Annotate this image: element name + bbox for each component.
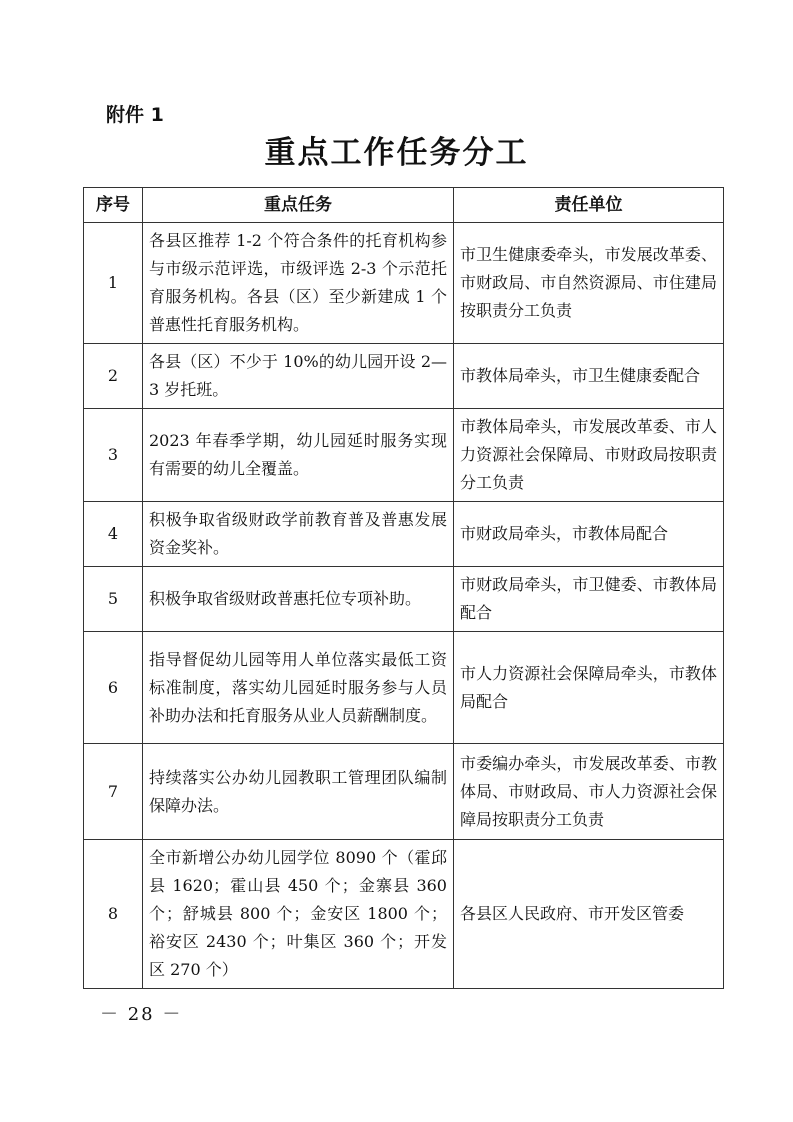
responsible-unit-cell: 市财政局牵头，市卫健委、市教体局配合 (454, 567, 724, 632)
responsible-unit-cell: 市卫生健康委牵头，市发展改革委、市财政局、市自然资源局、市住建局按职责分工负责 (454, 223, 724, 344)
responsible-unit-cell: 市人力资源社会保障局牵头，市教体局配合 (454, 632, 724, 744)
column-header-no: 序号 (84, 188, 143, 223)
responsible-unit-cell: 市教体局牵头，市卫生健康委配合 (454, 344, 724, 409)
task-cell: 2023 年春季学期，幼儿园延时服务实现有需要的幼儿全覆盖。 (143, 409, 454, 502)
row-number: 5 (84, 567, 143, 632)
responsible-unit-cell: 各县区人民政府、市开发区管委 (454, 840, 724, 989)
task-cell: 持续落实公办幼儿园教职工管理团队编制保障办法。 (143, 744, 454, 840)
page-number: － 28 － (100, 1004, 183, 1025)
row-number: 8 (84, 840, 143, 989)
responsible-unit-cell: 市教体局牵头，市发展改革委、市人力资源社会保障局、市财政局按职责分工负责 (454, 409, 724, 502)
row-number: 7 (84, 744, 143, 840)
table-row (84, 840, 724, 989)
row-number: 1 (84, 223, 143, 344)
table-row (84, 344, 724, 409)
task-cell: 全市新增公办幼儿园学位 8090 个（霍邱县 1620；霍山县 450 个；金寨县 360 个；舒城县 800 个；金安区 1800 个；裕安区 2430 个；叶集区 360 个；开发区 270 个） (143, 840, 454, 989)
responsible-unit-cell: 市委编办牵头，市发展改革委、市教体局、市财政局、市人力资源社会保障局按职责分工负责 (454, 744, 724, 840)
column-header-task: 重点任务 (143, 188, 454, 223)
attachment-label: 附件 1 (106, 104, 164, 126)
task-cell: 各县（区）不少于 10%的幼儿园开设 2—3 岁托班。 (143, 344, 454, 409)
task-cell: 积极争取省级财政普惠托位专项补助。 (143, 567, 454, 632)
page-title: 重点工作任务分工 (264, 135, 529, 171)
row-number: 3 (84, 409, 143, 502)
row-number: 6 (84, 632, 143, 744)
row-number: 4 (84, 502, 143, 567)
task-cell: 各县区推荐 1-2 个符合条件的托育机构参与市级示范评选，市级评选 2-3 个示范托育服务机构。各县（区）至少新建成 1 个普惠性托育服务机构。 (143, 223, 454, 344)
task-cell: 积极争取省级财政学前教育普及普惠发展资金奖补。 (143, 502, 454, 567)
responsible-unit-cell: 市财政局牵头，市教体局配合 (454, 502, 724, 567)
task-cell: 指导督促幼儿园等用人单位落实最低工资标准制度，落实幼儿园延时服务参与人员补助办法和托育服务从业人员薪酬制度。 (143, 632, 454, 744)
table-row (84, 223, 724, 344)
table-row (84, 567, 724, 632)
column-header-unit: 责任单位 (454, 188, 724, 223)
table-row (84, 502, 724, 567)
table-row (84, 632, 724, 744)
task-table (83, 187, 724, 989)
row-number: 2 (84, 344, 143, 409)
table-header-row (84, 188, 724, 223)
table-row (84, 409, 724, 502)
table-row (84, 744, 724, 840)
